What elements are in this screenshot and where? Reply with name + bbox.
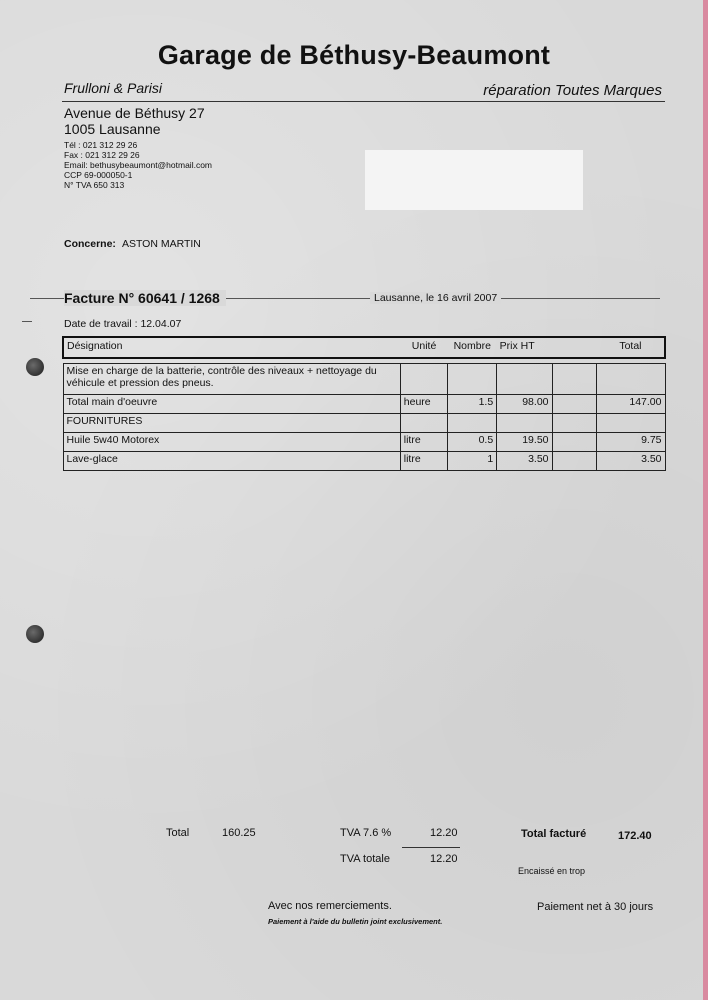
- fold-mark: [22, 321, 32, 322]
- company-owners: Frulloni & Parisi: [64, 80, 163, 96]
- cell-prix: 3.50: [497, 452, 552, 471]
- cell-nombre: 0.5: [448, 433, 497, 452]
- total-invoiced-label: Total facturé: [521, 828, 587, 840]
- contact-vat: N° TVA 650 313: [64, 180, 125, 190]
- cell-total: [597, 364, 665, 395]
- table-row: [63, 364, 665, 395]
- tva-rule: [402, 847, 460, 848]
- cell-nombre: 1.5: [448, 395, 497, 414]
- cell-prix: [497, 414, 552, 433]
- contact-email: Email: bethusybeaumont@hotmail.com: [64, 160, 213, 170]
- table-row: [63, 452, 665, 471]
- header-designation: Désignation: [63, 337, 400, 358]
- table-row: [63, 433, 665, 452]
- cell-designation: Lave-glace: [63, 452, 400, 471]
- cell-designation: Total main d'oeuvre: [63, 395, 400, 414]
- tva-label: TVA 7.6 %: [340, 827, 392, 839]
- cell-total: 147.00: [597, 395, 665, 414]
- redacted-recipient-address: [365, 150, 583, 210]
- cell-nombre: [448, 364, 497, 395]
- invoice-place-date: Lausanne, le 16 avril 2007: [370, 292, 501, 304]
- cell-total: [597, 414, 665, 433]
- concerne-label: Concerne:: [64, 238, 116, 250]
- overpaid-note: Encaissé en trop: [518, 866, 586, 876]
- tva-total-value: 12.20: [430, 853, 458, 865]
- cell-gap: [552, 433, 597, 452]
- punch-hole-bottom: [26, 625, 44, 643]
- tva-value: 12.20: [430, 827, 458, 839]
- cell-designation: FOURNITURES: [63, 414, 400, 433]
- header-unit: Unité: [400, 337, 448, 358]
- cell-gap: [552, 364, 597, 395]
- table-header-row: [63, 337, 665, 358]
- cell-designation: Mise en charge de la batterie, contrôle des niveaux + nettoyage du véhicule et pression des pneus.: [63, 364, 400, 395]
- header-nombre: Nombre: [448, 337, 497, 358]
- subtotal-label: Total: [166, 827, 190, 839]
- concerne-line: [64, 238, 201, 250]
- header-rule: [62, 101, 665, 102]
- company-title: Garage de Béthusy-Beaumont: [157, 40, 551, 70]
- cell-gap: [552, 395, 597, 414]
- work-date: Date de travail : 12.04.07: [64, 318, 182, 330]
- thanks-text: Avec nos remerciements.: [268, 900, 392, 912]
- cell-gap: [552, 452, 597, 471]
- cell-gap: [552, 414, 597, 433]
- table-row: [63, 414, 665, 433]
- company-tagline: réparation Toutes Marques: [483, 82, 662, 99]
- punch-hole-top: [26, 358, 44, 376]
- header-total: Total: [597, 337, 665, 358]
- contact-ccp: CCP 69-000050-1: [64, 170, 133, 180]
- cell-unit: [400, 364, 448, 395]
- address-city: 1005 Lausanne: [64, 121, 161, 137]
- cell-total: 9.75: [597, 433, 665, 452]
- header-gap: [552, 337, 597, 358]
- cell-nombre: [448, 414, 497, 433]
- cell-designation: Huile 5w40 Motorex: [63, 433, 400, 452]
- cell-unit: litre: [400, 452, 448, 471]
- cell-unit: [400, 414, 448, 433]
- cell-prix: [497, 364, 552, 395]
- contact-fax: Fax : 021 312 29 26: [64, 150, 140, 160]
- cell-prix: 19.50: [497, 433, 552, 452]
- subtotal-value: 160.25: [222, 827, 256, 839]
- header-prix: Prix HT: [497, 337, 552, 358]
- cell-total: 3.50: [597, 452, 665, 471]
- cell-unit: litre: [400, 433, 448, 452]
- total-invoiced-value: 172.40: [618, 830, 652, 842]
- tva-total-label: TVA totale: [340, 853, 390, 865]
- payment-note: Paiement à l'aide du bulletin joint exclusivement.: [268, 917, 443, 926]
- address-street: Avenue de Béthusy 27: [64, 105, 205, 121]
- table-row: [63, 395, 665, 414]
- items-table: [62, 336, 666, 471]
- payment-terms: Paiement net à 30 jours: [537, 901, 654, 913]
- cell-prix: 98.00: [497, 395, 552, 414]
- page-edge: [703, 0, 708, 1000]
- invoice-number: Facture N° 60641 / 1268: [64, 290, 226, 306]
- concerne-value: ASTON MARTIN: [121, 238, 201, 250]
- contact-phone: Tél : 021 312 29 26: [64, 140, 138, 150]
- cell-nombre: 1: [448, 452, 497, 471]
- cell-unit: heure: [400, 395, 448, 414]
